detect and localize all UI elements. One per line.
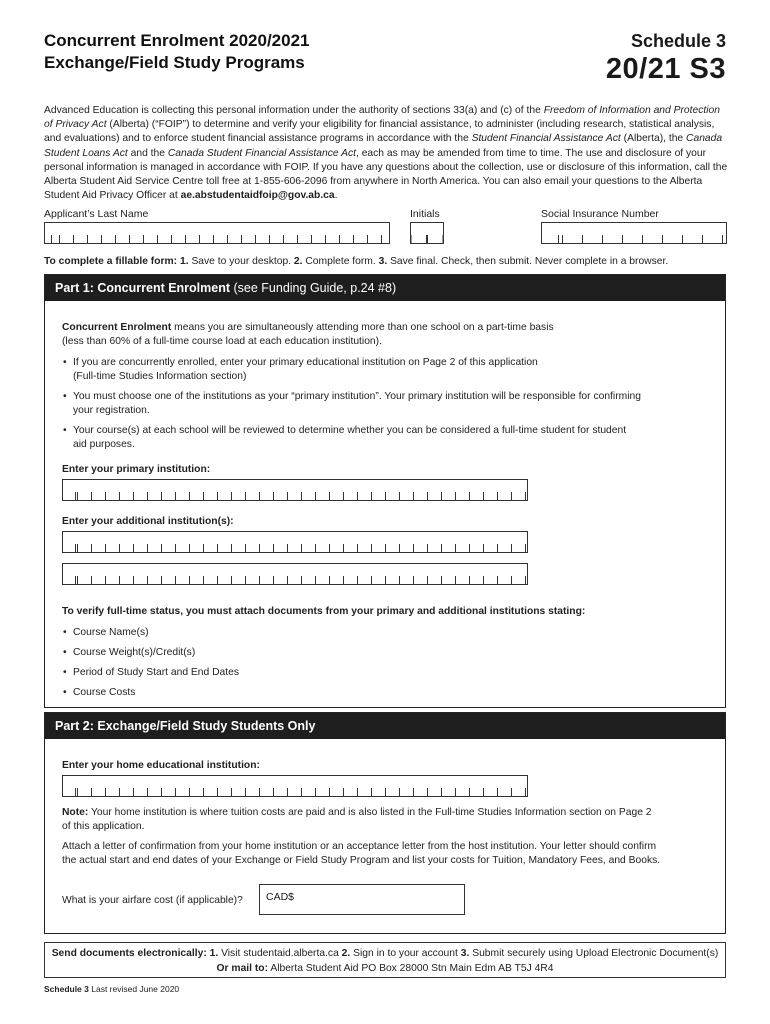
primary-institution-input[interactable]: [62, 479, 528, 501]
additional-institution-label: Enter your additional institution(s):: [62, 516, 234, 527]
initials-label: Initials: [410, 208, 440, 220]
revision-note: Schedule 3 Last revised June 2020: [44, 984, 180, 994]
primary-institution-label: Enter your primary institution:: [62, 464, 211, 475]
home-institution-label: Enter your home educational institution:: [62, 760, 260, 771]
attach-letter-text: Attach a letter of confirmation from your home institution or an acceptance letter from the host institution. Your letter should confirm the actual start and end dates of your Exchange or Field Study Program and list your costs for Tuition, Mandatory Fees, and Books.: [62, 841, 661, 866]
additional-institution-input-1[interactable]: [62, 531, 528, 553]
part2-heading: Part 2: Exchange/Field Study Students Only: [45, 713, 725, 739]
title-line-2: Exchange/Field Study Programs: [44, 53, 305, 72]
privacy-email: ae.abstudentaidfoip@gov.ab.ca: [180, 190, 335, 202]
verify-status-label: To verify full-time status, you must attach documents from your primary and additional institutions stating:: [62, 606, 586, 617]
privacy-statement: Advanced Education is collecting this personal information under the authority of sections 33(a) and (c) of the Freedom of Information and Protection of Privacy Act (Alberta) (“FOIP”) to determine and verify your eligibility for financial assistance, to administer (including research, statistical analysis, and evaluations) and to enforce student financial assistance programs in accordance with the Student Financial Assistance Act (Alberta), the Canada Student Loans Act and the Canada Student Financial Assistance Act, each as may be amended from time to time. The use and disclosure of your personal information is managed in accordance with FOIP. If you have any questions about the collection, use or disclosure of this information, call the Alberta Student Aid Service Centre toll free at 1-855-606-2096 from anywhere in North America. You can also email your questions to the Alberta Student Aid Privacy Officer at ae.abstudentaidfoip@gov.ab.ca.: [44, 105, 728, 202]
part1-bullet-1: • If you are concurrently enrolled, enter your primary educational institution on Page 2 of this application (Full-time Studies Information section): [63, 357, 538, 382]
currency-label: CAD$: [266, 891, 295, 903]
part1-heading: Part 1: Concurrent Enrolment (see Funding Guide, p.24 #8): [45, 275, 725, 301]
sin-input[interactable]: [541, 222, 727, 244]
verify-item: • Period of Study Start and End Dates: [63, 667, 239, 678]
home-institution-input[interactable]: [62, 775, 528, 797]
fillable-form-instructions: To complete a fillable form: 1. Save to your desktop. 2. Complete form. 3. Save final. Check, then submit. Never complete in a browser.: [44, 256, 669, 267]
concurrent-definition: Concurrent Enrolment means you are simultaneously attending more than one school on a part-time basis (less than 60% of a full-time course load at each education institution).: [62, 322, 554, 347]
verify-item: • Course Name(s): [63, 627, 149, 638]
part1-bullet-2: • You must choose one of the institutions as your “primary institution”. Your primary institution will be responsible for confirming your registration.: [63, 391, 641, 416]
form-title: [44, 30, 309, 74]
title-line-1: Concurrent Enrolment 2020/2021: [44, 31, 310, 50]
submission-instructions: Send documents electronically: 1. Visit studentaid.alberta.ca 2. Sign in to your account 3. Submit securely using Upload Electronic Document(s) Or mail to: Alberta Student Aid PO Box 28000 Stn Main Edm AB T5J 4R4: [44, 942, 726, 978]
form-code: 20/21 S3: [605, 53, 726, 85]
airfare-input[interactable]: [259, 884, 465, 915]
part1-bullet-3: • Your course(s) at each school will be reviewed to determine whether you can be considered a full-time student for student aid purposes.: [63, 425, 627, 450]
verify-item: • Course Weight(s)/Credit(s): [63, 647, 196, 658]
home-institution-note: Note: Your home institution is where tuition costs are paid and is also listed in the Full-time Studies Information section on Page 2 of this application.: [62, 807, 652, 832]
additional-institution-input-2[interactable]: [62, 563, 528, 585]
last-name-input[interactable]: [44, 222, 390, 244]
airfare-label: What is your airfare cost (if applicable)?: [62, 895, 243, 906]
initials-input[interactable]: [410, 222, 444, 244]
last-name-label: Applicant’s Last Name: [44, 208, 149, 220]
verify-item: • Course Costs: [63, 687, 136, 698]
sin-label: Social Insurance Number: [541, 208, 659, 220]
schedule-label: Schedule 3: [630, 31, 726, 51]
